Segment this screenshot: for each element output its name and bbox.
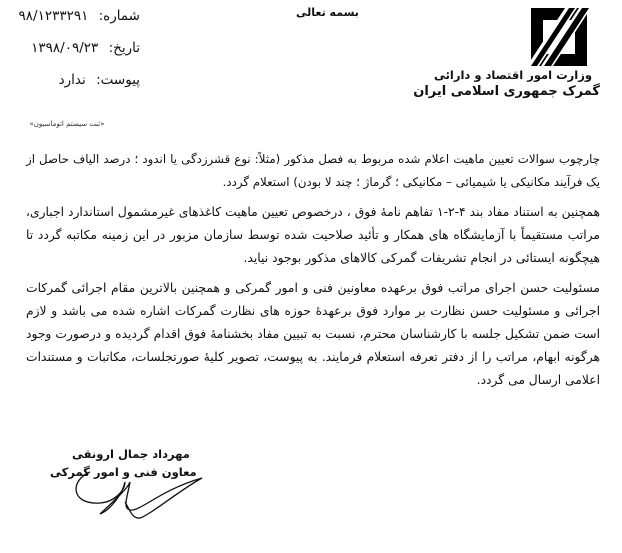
system-stamp: «ثبت سیستم اتوماسیون»: [29, 120, 105, 128]
body-paragraph: چارچوب سوالات تعیین ماهیت اعلام شده مربوط به فصل مذکور (مثلاً: نوع قشرزدگی یا اندود ؛ درصد الیاف حاصل از یک فرآیند مکانیکی یا شیمیائی – مکانیکی ؛ گرماژ ؛ چند لا بودن) استعلام گردد.: [26, 152, 600, 189]
signatory-name: مهرداد جمال ارونقی: [72, 447, 190, 461]
letter-attachment: [0, 72, 140, 88]
body-paragraph: همچنین به استناد مفاد بند ۴-۲-۱ تفاهم نامهٔ فوق ، درخصوص تعیین ماهیت کاغذهای غیرمشمول استاندارد اجباری، مراتب مستقیماً با آزمایشگاه های همکار و تأئید صلاحیت شده توسط سازمان مزبور در این زمینه مکاتبه گردد تا هیچگونه ایستائی در انجام تشریفات گمرکی کالاهای مذکور بوجود نیاید.: [26, 205, 600, 265]
letter-date: [0, 40, 140, 56]
date-label: تاریخ:: [108, 40, 140, 56]
number-value: ۹۸/۱۲۳۳۲۹۱: [18, 8, 89, 24]
ministry-name: وزارت امور اقتصاد و دارائی: [433, 68, 592, 82]
handwritten-signature-icon: [70, 470, 205, 520]
signatory-title: معاون فنی و امور گمرکی: [50, 465, 197, 479]
number-label: شماره:: [98, 8, 140, 24]
customs-emblem-icon: [527, 6, 591, 68]
body-paragraph: مسئولیت حسن اجرای مراتب فوق برعهده معاونین فنی و امور گمرکی و همچنین بالاترین مقام اجرائی گمرکات اجرائی و مسئولیت حسن نظارت بر موارد فوق برعهدهٔ حوزه های نظارت گمرکات اشاره شده می باشد و لازم است ضمن تشکیل جلسه با کارشناسان محترم، نسبت به تبیین مفاد بخشنامهٔ فوق اقدام گردیده و درصورت وجود هرگونه ابهام، مراتب را از دفتر تعرفه استعلام فرمایند. به پیوست، تصویر کلیهٔ صورتجلسات، مکاتبات و مستندات اعلامی ارسال می گردد.: [26, 281, 600, 387]
letter-number: [0, 8, 140, 24]
organization-name: گمرک جمهوری اسلامی ایران: [413, 84, 600, 99]
date-value: ۱۳۹۸/۰۹/۲۳: [31, 40, 99, 56]
bismillah-heading: بسمه تعالی: [296, 6, 359, 19]
attachment-label: پیوست:: [96, 72, 140, 88]
attachment-value: ندارد: [58, 72, 86, 88]
